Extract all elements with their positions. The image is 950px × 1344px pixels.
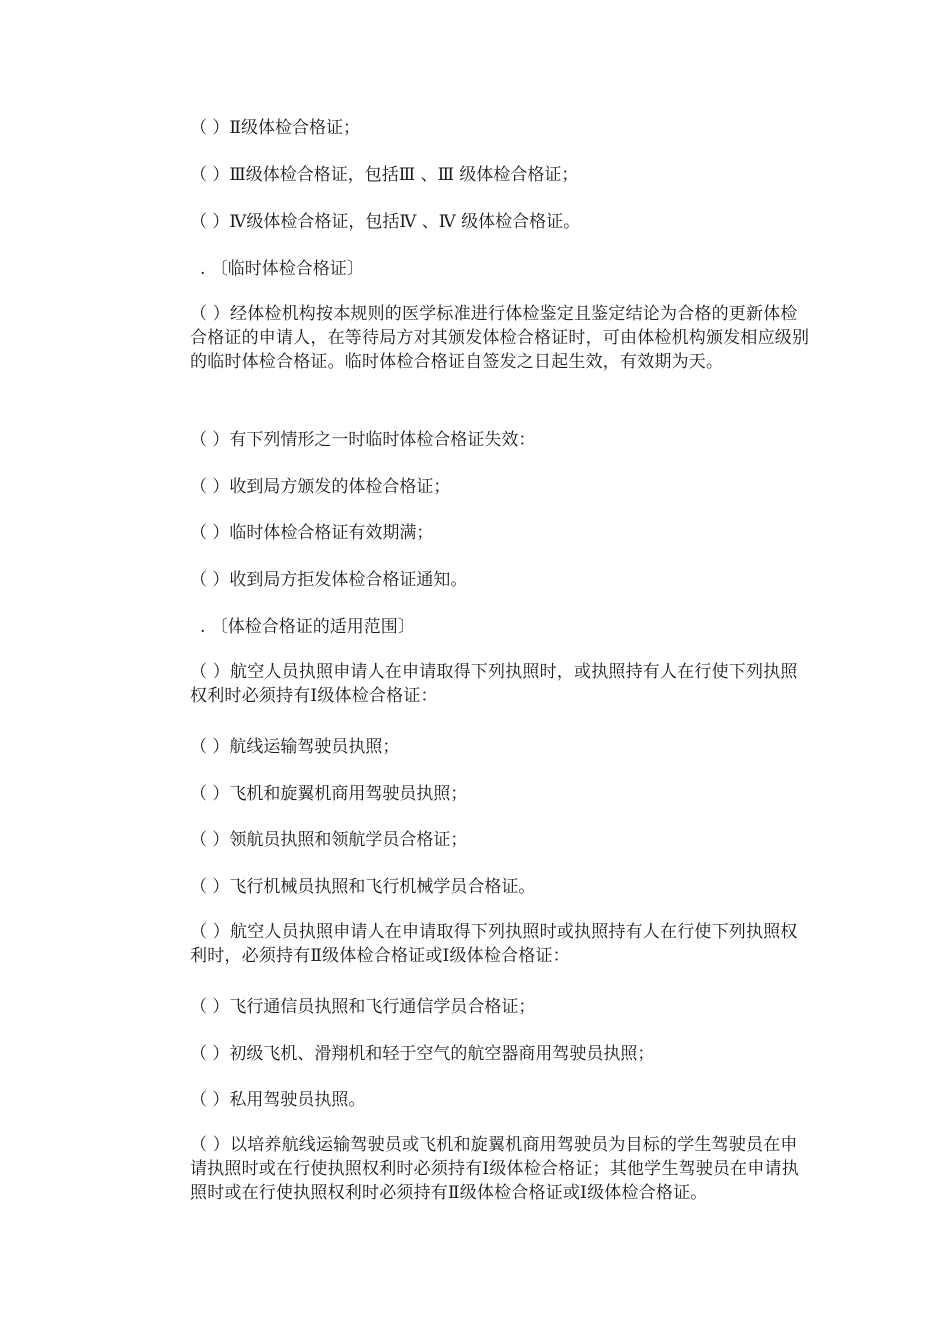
list-item-flight-engineer: （ ）飞行机械员执照和飞行机械学员合格证。 [190,877,536,897]
list-item-refusal-notice: （ ）收到局方拒发体检合格证通知。 [190,570,468,590]
paragraph-text: （ ）经体检机构按本规则的医学标准进行体检鉴定且鉴定结论为合格的更新体检合格证的申请人，在等待局方对其颁发体检合格证时，可由体检机构颁发相应级别的临时体检合格证。临时体检合格证自签发之日起生效，有效期为天。 [190,304,810,372]
list-item-flight-radio-operator: （ ）飞行通信员执照和飞行通信学员合格证； [190,997,536,1017]
paragraph-temporary-certificate-issuance [145,302,810,374]
paragraph-class1-requirement [145,660,810,708]
list-item-validity-expired: （ ）临时体检合格证有效期满； [190,523,434,543]
paragraph-class2-certificate: （ ）Ⅱ级体检合格证； [190,118,360,138]
section-heading-scope: . 〔体检合格证的适用范围〕 [200,617,415,637]
list-item-airline-transport-pilot: （ ）航线运输驾驶员执照； [190,737,400,757]
section-heading-temporary-certificate: . 〔临时体检合格证〕 [200,259,364,279]
list-item-primary-commercial-pilot: （ ）初级飞机、滑翔机和轻于空气的航空器商用驾驶员执照； [190,1044,655,1064]
paragraph-class2-requirement [145,920,810,968]
list-item-received-certificate: （ ）收到局方颁发的体检合格证； [190,477,451,497]
list-item-navigator: （ ）领航员执照和领航学员合格证； [190,830,468,850]
paragraph-text: （ ）以培养航线运输驾驶员或飞机和旋翼机商用驾驶员为目标的学生驾驶员在申请执照时或在行使执照权利时必须持有Ⅰ级体检合格证；其他学生驾驶员在申请执照时或在行使执照权利时必须持有Ⅱ级体检合格证或Ⅰ级体检合格证。 [190,1135,799,1203]
paragraph-class3-certificate: （ ）Ⅲ级体检合格证，包括Ⅲ 、Ⅲ 级体检合格证； [190,165,579,185]
list-item-commercial-pilot: （ ）飞机和旋翼机商用驾驶员执照； [190,784,468,804]
paragraph-text: （ ）航空人员执照申请人在申请取得下列执照时，或执照持有人在行使下列执照权利时必须持有Ⅰ级体检合格证： [190,662,798,706]
paragraph-text: （ ）航空人员执照申请人在申请取得下列执照时或执照持有人在行使下列执照权利时，必须持有Ⅱ级体检合格证或Ⅰ级体检合格证： [190,922,798,966]
list-item-private-pilot: （ ）私用驾驶员执照。 [190,1090,366,1110]
paragraph-class4-certificate: （ ）Ⅳ级体检合格证，包括Ⅳ 、Ⅳ 级体检合格证。 [190,212,581,232]
paragraph-invalid-conditions: （ ）有下列情形之一时临时体检合格证失效： [190,430,536,450]
paragraph-student-pilot-requirement [145,1133,810,1205]
